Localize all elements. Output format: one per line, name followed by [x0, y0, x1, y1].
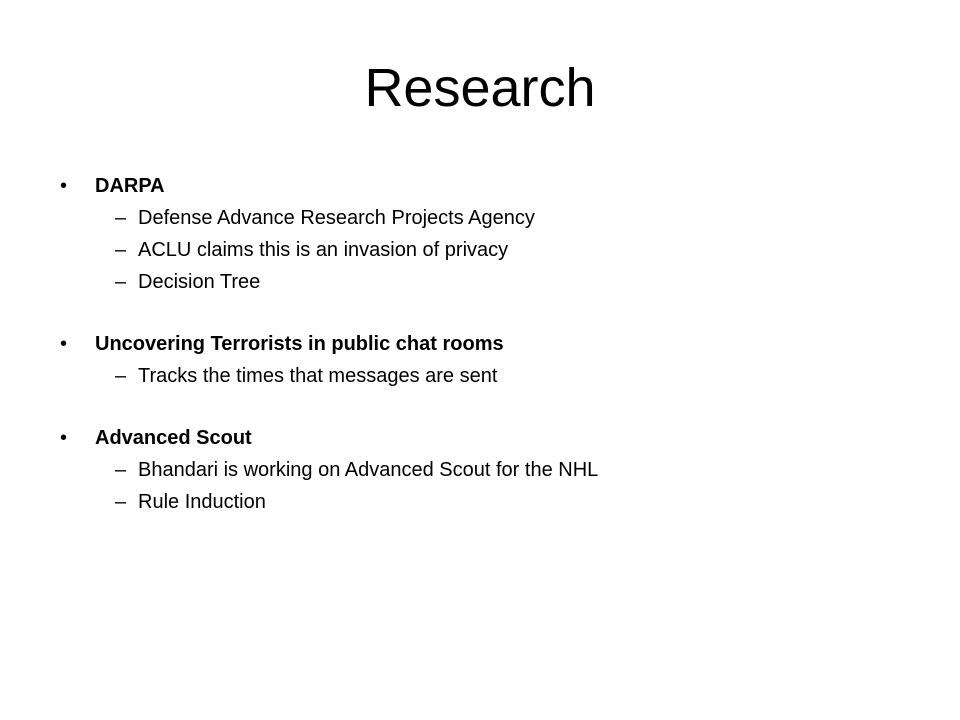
sub-item-text: Tracks the times that messages are sent: [138, 365, 498, 387]
sub-item: [60, 360, 920, 392]
bullet-icon: •: [60, 333, 68, 355]
bullet-icon: •: [60, 175, 68, 197]
dash-icon: –: [115, 271, 127, 293]
sub-item-text: Rule Induction: [138, 491, 266, 513]
section-darpa: [60, 170, 920, 298]
sub-item-text: Defense Advance Research Projects Agency: [138, 207, 535, 229]
sub-item: [60, 202, 920, 234]
bullet-heading: DARPA: [95, 175, 165, 197]
sub-item: [60, 454, 920, 486]
slide-content: [60, 170, 920, 548]
sub-item-text: ACLU claims this is an invasion of privacy: [138, 239, 509, 261]
dash-icon: –: [115, 459, 127, 481]
sub-item-text: Decision Tree: [138, 271, 261, 293]
dash-icon: –: [115, 491, 127, 513]
slide-title: Research: [364, 58, 596, 118]
bullet-icon: •: [60, 427, 68, 449]
dash-icon: –: [115, 207, 127, 229]
dash-icon: –: [115, 239, 127, 261]
sub-item: [60, 266, 920, 298]
bullet-item: [60, 328, 920, 360]
section-terrorists: [60, 328, 920, 392]
dash-icon: –: [115, 365, 127, 387]
section-advanced-scout: [60, 422, 920, 518]
bullet-heading: Advanced Scout: [95, 427, 252, 449]
bullet-heading: Uncovering Terrorists in public chat rooms: [95, 333, 504, 355]
bullet-item: [60, 170, 920, 202]
sub-item-text: Bhandari is working on Advanced Scout for the NHL: [138, 459, 599, 481]
sub-item: [60, 234, 920, 266]
bullet-item: [60, 422, 920, 454]
sub-item: [60, 486, 920, 518]
